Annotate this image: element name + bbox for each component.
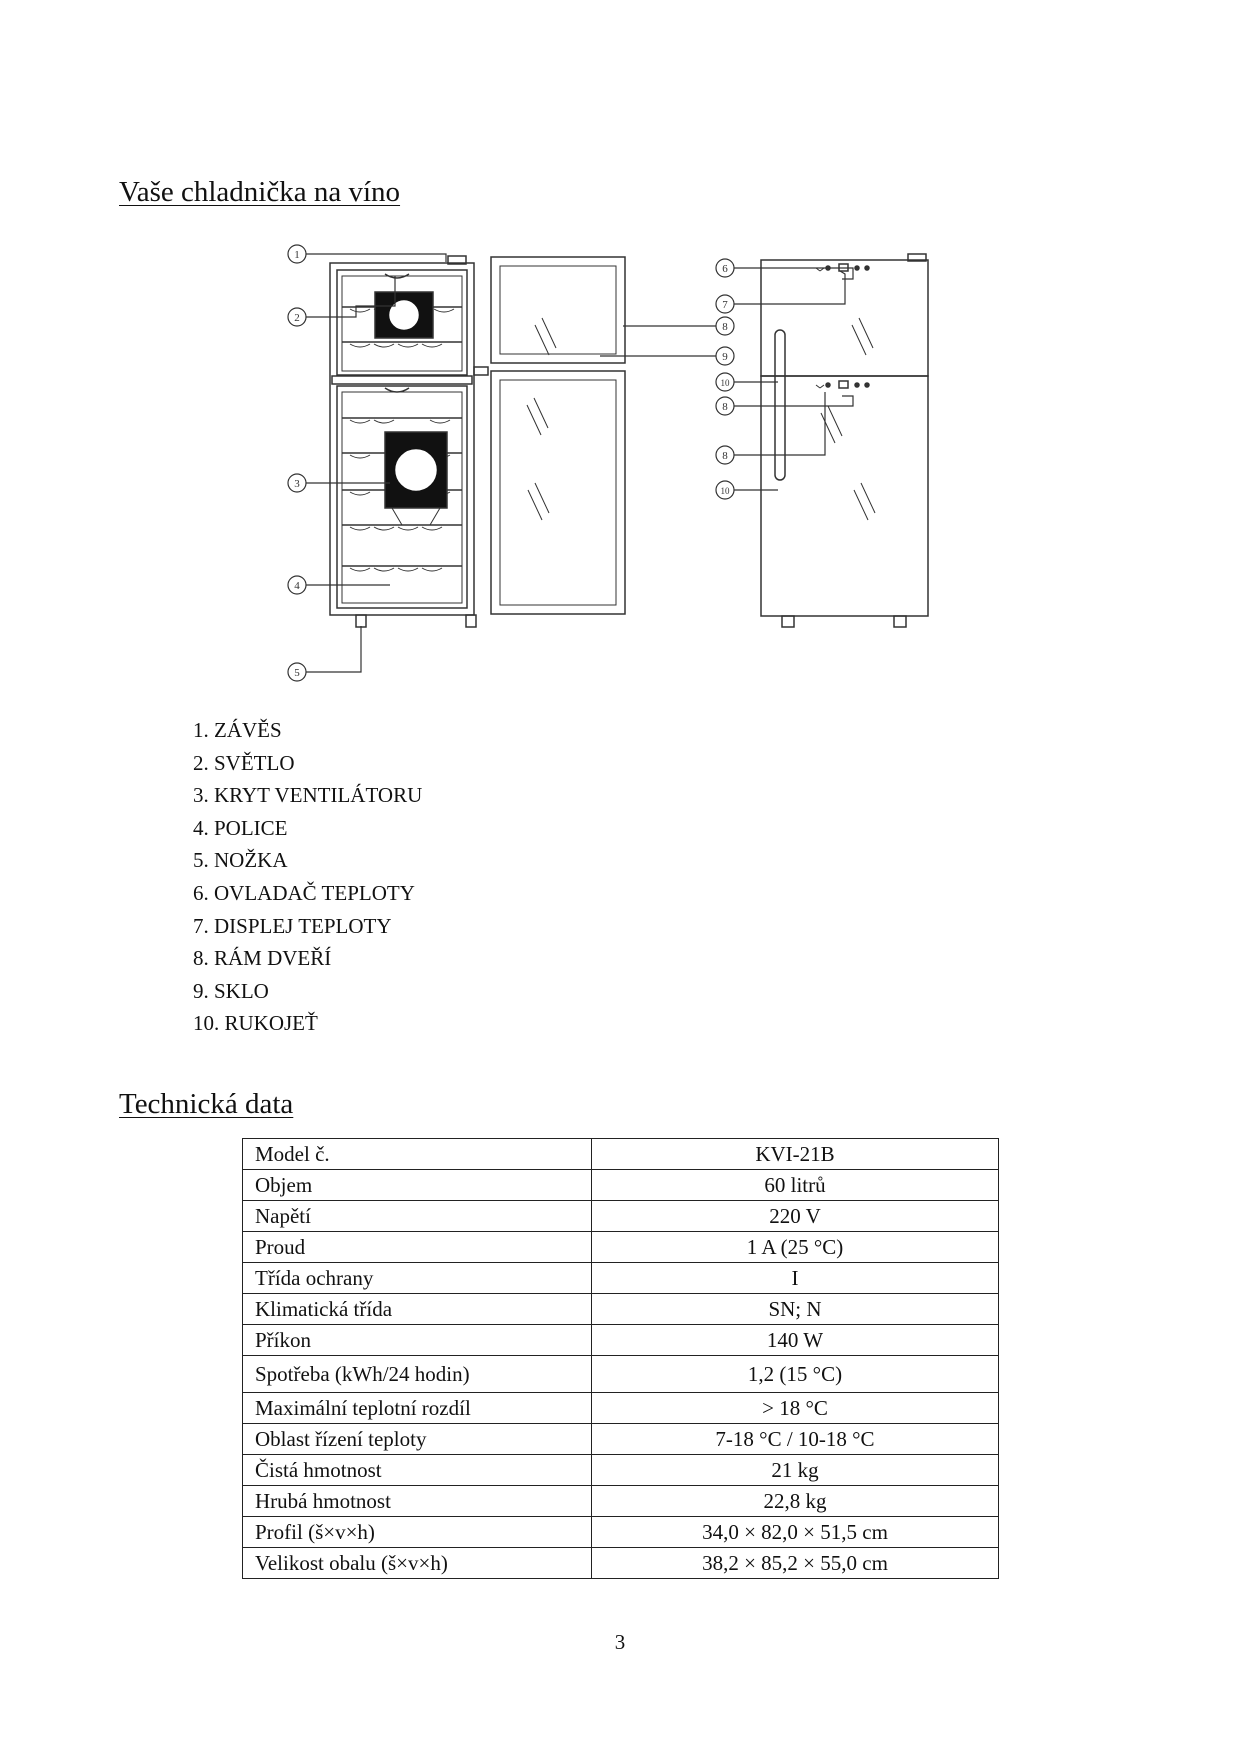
callout-2: 2 xyxy=(294,312,300,324)
table-row xyxy=(243,1393,999,1424)
door-panels-drawing xyxy=(474,257,625,614)
row-value: I xyxy=(592,1263,999,1294)
callout-9: 9 xyxy=(722,351,728,363)
list-item: 4. POLICE xyxy=(193,815,288,840)
callout-10: 10 xyxy=(720,378,730,388)
table-row xyxy=(243,1201,999,1232)
row-value: 21 kg xyxy=(592,1455,999,1486)
callout-10b: 10 xyxy=(720,486,730,496)
tech-data-table xyxy=(242,1138,999,1579)
row-label: Příkon xyxy=(243,1325,592,1356)
wine-cooler-diagram xyxy=(280,230,960,700)
list-item: 5. NOŽKA xyxy=(193,848,288,873)
row-label: Proud xyxy=(243,1232,592,1263)
list-item: 6. OVLADAČ TEPLOTY xyxy=(193,880,415,905)
table-row xyxy=(243,1232,999,1263)
table-row xyxy=(243,1170,999,1201)
row-value: 220 V xyxy=(592,1201,999,1232)
list-item: 7. DISPLEJ TEPLOTY xyxy=(193,913,392,938)
callout-1: 1 xyxy=(294,249,300,261)
row-label: Objem xyxy=(243,1170,592,1201)
callout-4: 4 xyxy=(294,580,300,592)
table-row xyxy=(243,1455,999,1486)
row-value: SN; N xyxy=(592,1294,999,1325)
row-value: KVI-21B xyxy=(592,1139,999,1170)
callout-3: 3 xyxy=(294,478,300,490)
row-label: Model č. xyxy=(243,1139,592,1170)
callout-8b: 8 xyxy=(722,401,728,413)
list-item: 8. RÁM DVEŘÍ xyxy=(193,946,332,971)
row-label: Hrubá hmotnost xyxy=(243,1486,592,1517)
list-item: 2. SVĚTLO xyxy=(193,750,295,775)
table-row xyxy=(243,1424,999,1455)
table-row xyxy=(243,1263,999,1294)
section-title-tech: Technická data xyxy=(119,1088,294,1120)
table-row xyxy=(243,1325,999,1356)
callout-8: 8 xyxy=(722,321,728,333)
row-label: Napětí xyxy=(243,1201,592,1232)
callout-5: 5 xyxy=(294,667,300,679)
row-label: Klimatická třída xyxy=(243,1294,592,1325)
row-value: 140 W xyxy=(592,1325,999,1356)
row-label: Spotřeba (kWh/24 hodin) xyxy=(243,1356,592,1393)
row-label: Čistá hmotnost xyxy=(243,1455,592,1486)
list-item: 1. ZÁVĚS xyxy=(193,718,282,742)
callout-8c: 8 xyxy=(722,450,728,462)
row-value: > 18 °C xyxy=(592,1393,999,1424)
row-value: 1 A (25 °C) xyxy=(592,1232,999,1263)
row-value: 22,8 kg xyxy=(592,1486,999,1517)
row-value: 7-18 °C / 10-18 °C xyxy=(592,1424,999,1455)
row-value: 60 litrů xyxy=(592,1170,999,1201)
parts-list xyxy=(193,714,422,1040)
closed-cabinet-drawing xyxy=(761,254,928,627)
table-row xyxy=(243,1294,999,1325)
row-label: Maximální teplotní rozdíl xyxy=(243,1393,592,1424)
list-item: 9. SKLO xyxy=(193,978,269,1003)
callout-6: 6 xyxy=(722,263,728,275)
row-value: 38,2 × 85,2 × 55,0 cm xyxy=(592,1548,999,1579)
table-row xyxy=(243,1517,999,1548)
row-value: 34,0 × 82,0 × 51,5 cm xyxy=(592,1517,999,1548)
row-label: Třída ochrany xyxy=(243,1263,592,1294)
table-row xyxy=(243,1548,999,1579)
open-cabinet-drawing xyxy=(330,256,476,627)
callout-7: 7 xyxy=(722,299,728,311)
section-title-product: Vaše chladnička na víno xyxy=(119,176,401,208)
list-item: 10. RUKOJEŤ xyxy=(193,1011,318,1036)
row-label: Profil (š×v×h) xyxy=(243,1517,592,1548)
table-row xyxy=(243,1139,999,1170)
row-label: Velikost obalu (š×v×h) xyxy=(243,1548,592,1579)
row-value: 1,2 (15 °C) xyxy=(592,1356,999,1393)
row-label: Oblast řízení teploty xyxy=(243,1424,592,1455)
table-row xyxy=(243,1356,999,1393)
page-number: 3 xyxy=(614,1630,626,1654)
table-row xyxy=(243,1486,999,1517)
list-item: 3. KRYT VENTILÁTORU xyxy=(193,783,423,808)
